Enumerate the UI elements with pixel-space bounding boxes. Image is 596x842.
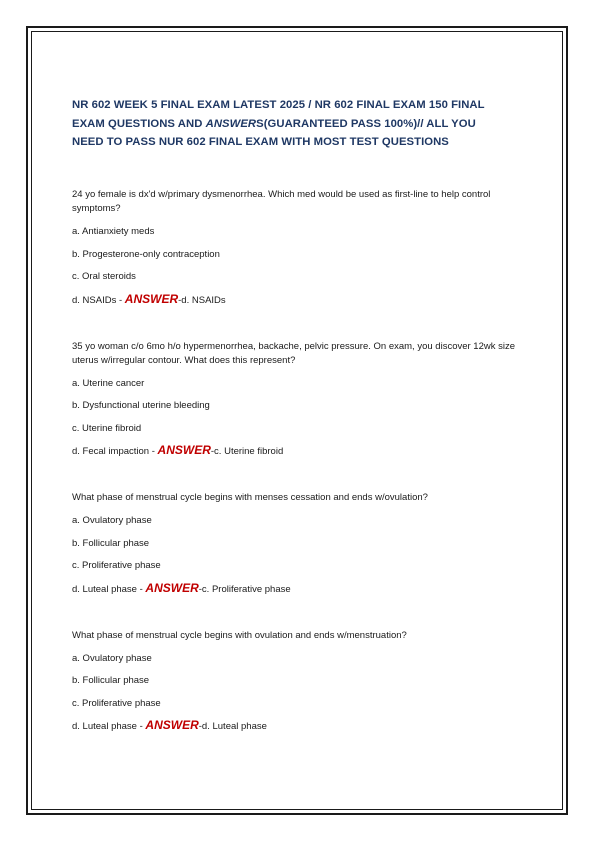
- option-d-text: d. Luteal phase -: [72, 721, 146, 733]
- option-c: c. Proliferative phase: [72, 697, 161, 709]
- answer-text: -c. Proliferative phase: [198, 583, 291, 595]
- option-b: b. Follicular phase: [72, 537, 150, 549]
- document-body: [72, 96, 532, 733]
- answer-label: ANSWER: [145, 718, 199, 733]
- question-stem: What phase of menstrual cycle begins with ovulation and ends w/menstruation?: [72, 629, 407, 641]
- title-line-3: NEED TO PASS NUR 602 FINAL EXAM WITH MOST TEST QUESTIONS: [72, 136, 449, 149]
- title-line-2-pre: EXAM QUESTIONS AND: [72, 117, 206, 130]
- option-d-text: d. Luteal phase -: [72, 583, 146, 595]
- option-a: a. Uterine cancer: [72, 377, 145, 389]
- question-stem: What phase of menstrual cycle begins with menses cessation and ends w/ovulation?: [72, 492, 428, 504]
- question-block: [72, 340, 532, 459]
- answer-label: ANSWER: [124, 291, 179, 306]
- question-stem: 35 yo woman c/o 6mo h/o hypermenorrhea, backache, pelvic pressure. On exam, you discover 12wk size uterus w/irregular contour. What does this represent?: [72, 340, 516, 366]
- option-d-text: d. NSAIDs -: [72, 294, 125, 306]
- title-line-2-italic: ANSWER: [205, 117, 257, 130]
- question-block: [72, 491, 532, 596]
- answer-label: ANSWER: [157, 443, 211, 458]
- question-block: [72, 629, 532, 734]
- option-b: b. Progesterone-only contraception: [72, 248, 220, 260]
- option-c: c. Oral steroids: [72, 271, 136, 283]
- option-b: b. Dysfunctional uterine bleeding: [72, 400, 210, 412]
- option-d: [72, 582, 532, 596]
- answer-label: ANSWER: [145, 580, 199, 595]
- option-a: a. Antianxiety meds: [72, 226, 155, 238]
- option-d: [72, 444, 532, 458]
- option-c: c. Uterine fibroid: [72, 422, 142, 434]
- answer-text: -d. Luteal phase: [198, 721, 267, 733]
- option-a: a. Ovulatory phase: [72, 652, 152, 664]
- title-line-1: NR 602 WEEK 5 FINAL EXAM LATEST 2025 / NR 602 FINAL EXAM 150 FINAL: [72, 99, 485, 111]
- option-c: c. Proliferative phase: [72, 560, 161, 572]
- document-title: [72, 96, 532, 152]
- option-a: a. Ovulatory phase: [72, 515, 152, 527]
- answer-text: -d. NSAIDs: [178, 294, 226, 306]
- option-d: [72, 293, 532, 307]
- question-block: [72, 188, 532, 307]
- answer-text: -c. Uterine fibroid: [210, 446, 284, 458]
- option-d-text: d. Fecal impaction -: [72, 446, 158, 458]
- option-b: b. Follicular phase: [72, 675, 150, 687]
- option-d: [72, 719, 532, 733]
- question-stem: 24 yo female is dx'd w/primary dysmenorrhea. Which med would be used as first-line to help control symptoms?: [72, 189, 491, 215]
- title-line-2-post: S(GUARANTEED PASS 100%)// ALL YOU: [256, 117, 476, 130]
